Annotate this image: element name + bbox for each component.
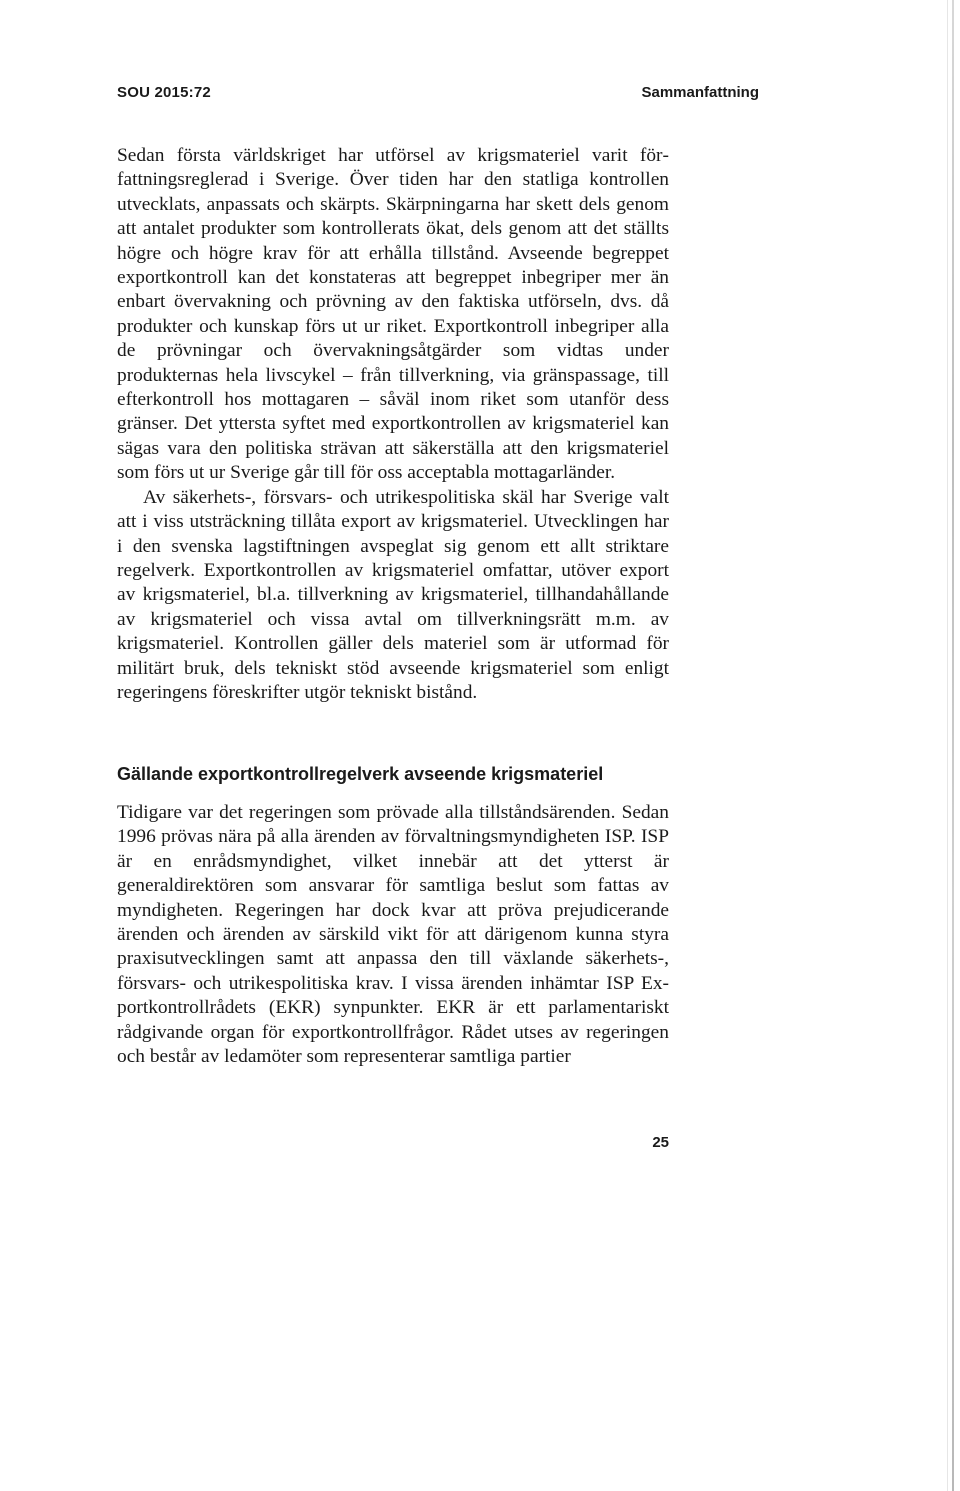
paragraph-2: Av säkerhets-, försvars- och utrikespolitiska skäl har Sverige valt att i viss utsträckning tillåta export av krigsmateriel. Utvecklingen har i den svenska lagstiftningen avspeglat sig genom ett allt striktare regelverk. Exportkontrollen av krigsmateriel omfattar, utöver export av krigsmateriel, bl.a. tillverkning av krigsmateriel, tillhandahållande av krigsmateriel och vissa avtal om tillverkningsrätt m.m. av krigsmateriel. Kontrollen gäller dels materiel som är utformad för militärt bruk, dels tekniskt stöd avseende krigsmateriel som enligt regeringens föreskrifter utgör tekniskt bistånd. bbox=[117, 486, 669, 703]
page-number: 25 bbox=[652, 1134, 669, 1151]
section-text bbox=[117, 801, 669, 1069]
summary-text bbox=[117, 144, 669, 705]
paragraph-1: Sedan första världskriget har utförsel av krigsmateriel varit författningsreglerad i Sverige. Över tiden har den statliga kontrollen utvecklats, anpassats och skärpts. Skärpningarna har skett dels genom att antalet produkter som kontrollerats ökat, dels genom att det ställts högre och högre krav för att erhålla tillstånd. Avseende begreppet exportkontroll kan det konstateras att begreppet inbegriper mer än enbart övervakning och prövning av den faktiska utförseln, dvs. då produkter och kunskap förs ut ur riket. Exportkontroll inbegriper alla de prövningar och övervakningsåtgärder som vidtas under produkternas hela livscykel – från tillverkning, via gränspassage, till efterkontroll hos mottagaren – såväl inom riket som utanför dess gränser. Det yttersta syftet med exportkontrollen av krigsmateriel kan sägas vara den politiska strävan att säkerställa att den krigsmateriel som förs ut ur Sverige går till för oss acceptabla mottagarländer. bbox=[117, 145, 669, 484]
paragraph-3: Tidigare var det regeringen som prövade alla tillståndsärenden. Sedan 1996 prövas nära på alla ärenden av förvaltningsmyndigheten ISP. ISP är en enrådsmyndighet, vilket innebär att det ytterst är generaldirektören som ansvarar för samtliga beslut som fattas av myndigheten. Regeringen har dock kvar att pröva prejudicerande ärenden och ärenden av särskild vikt för att därigenom kunna styra praxisutvecklingen samt att anpassa den till växlande säkerhets-, försvars- och utrikespolitiska krav. I vissa ärenden inhämtar ISP Exportkontrollrådets (EKR) synpunkter. EKR är ett parlamentariskt rådgivande organ för exportkontrollfrågor. Rådet utses av regeringen och består av ledamöter som representerar samtliga partier bbox=[117, 802, 669, 1068]
report-reference: SOU 2015:72 bbox=[117, 84, 211, 101]
chapter-title: Sammanfattning bbox=[641, 84, 759, 101]
scan-edge-line bbox=[952, 0, 954, 1491]
scan-edge-shadow bbox=[947, 0, 948, 1491]
section-heading: Gällande exportkontrollregelverk avseende krigsmateriel bbox=[117, 764, 604, 784]
